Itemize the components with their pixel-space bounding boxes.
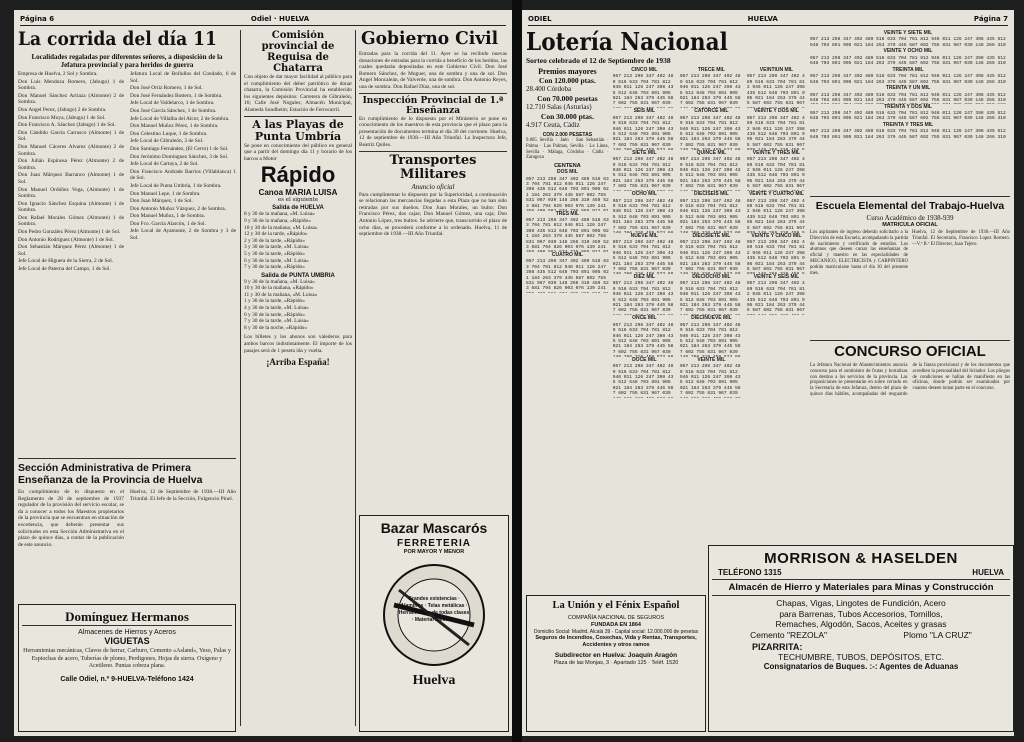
left-page <box>14 10 512 736</box>
dominguez-line1: Almacenes de Hierros y Aceros <box>78 629 176 636</box>
text-line: Don Antonio Rodríguez (Almonte) 1 de Sol. <box>18 236 114 243</box>
fenix-line5: Subdirector en Huelva: Joaquín Aragón <box>554 652 678 659</box>
lottery-group-heading: DIECISEIS MIL <box>693 191 729 198</box>
con-2000-title: CON 2.000 PESETAS <box>542 132 593 138</box>
text-line: 3 y 30 de la tarde, «M. Luisa» <box>244 244 309 251</box>
lottery-group-heading: TREINTA Y DOS MIL <box>884 103 932 110</box>
dominguez-ad <box>18 604 236 732</box>
left-page-header <box>20 13 506 26</box>
fenix-line3: Domicilio Social: Madrid, Alcalá 39 · Capital social: 12.000.000 de pesetas <box>533 628 699 635</box>
escuela-matricula: MATRICULA OFICIAL <box>882 222 938 228</box>
text-line: Jefe Local de Villalba del Alcor, 2 de Sombra. <box>130 115 230 122</box>
text-line: Don Rafael Morales Gómez (Almonte) 1 de Sombra. <box>18 214 124 228</box>
escuela-article <box>810 196 1010 340</box>
centena-title: CENTENA <box>554 163 581 170</box>
lottery-numbers: 057 213 298 347 402 489 516 633 704 781 812 946 011 126 247 398 435 512 648 703 891 905 021 184 263 379 445 587 602 755 831 967 039 <box>679 157 741 190</box>
rapido-title: Rápido <box>260 162 336 188</box>
comision-body: Con objeto de dar mayor facilidad al público para el cumplimiento del deber patriótico de donar chatarra, la Comisión Provincial ha establecido los siguientes depósitos: Carretera de Gibraleón, 16; Calle José Nogales; Almacén Municipal, Alameda Sundheim; Estación de Ferrocarril. <box>244 74 352 113</box>
fenix-ad <box>526 595 706 732</box>
text-line: Jefe Local de Higuera de la Sierra, 2 de Sol. <box>18 258 114 265</box>
text-line: Don Jerónimo Domínguez Sánchez, 3 de Sol. <box>130 153 229 160</box>
lottery-numbers: 057 213 298 347 402 489 516 633 704 781 812 946 011 126 247 398 435 512 648 703 891 905 021 184 263 379 445 587 602 755 831 967 039 <box>612 240 674 273</box>
escuela-signature: Huelva, 12 de Septiembre de 1938.—III Año Triunfal. El Secretario, Francisco Lopez Romero.—V.º B.º El Director, Juan Tejero. <box>912 230 1010 247</box>
text-line: Don Francisco Moya, (Jabugo) 1 de Sol. <box>18 114 106 121</box>
corrida-col2 <box>130 71 236 274</box>
lottery-group-heading: SEIS MIL <box>633 108 655 115</box>
canoa-note: Los billetes y los abonos son valederos para ambos barcos indistintamente. El importe de los pasajes será de 1 peseta ida y vuelta. <box>244 334 352 354</box>
right-paper-left: ODIEL <box>528 15 552 23</box>
salida-punta-label: Salida de PUNTA UMBRIA <box>261 272 335 279</box>
concurso-article <box>810 340 1010 544</box>
text-line: 6 y 30 de la tarde, «M. Luisa» <box>244 257 309 264</box>
lottery-group-heading: DIECIOCHO MIL <box>692 274 731 281</box>
lottery-numbers: 057 213 298 347 402 489 516 633 704 781 812 946 011 126 247 398 435 512 648 703 891 905 021 184 263 379 445 587 602 755 831 967 039 <box>612 364 674 397</box>
lottery-group-heading: VEINTE Y SIETE MIL <box>883 30 933 36</box>
text-line: Don Celestino Luque, 1 de Sombra. <box>130 130 208 137</box>
lottery-group-heading: SIETE MIL <box>632 149 657 156</box>
lottery-group-heading: VEINTIUN MIL <box>759 67 794 73</box>
morrison-line1: Chapas, Vigas, Lingotes de Fundición, Acero <box>776 598 946 608</box>
text-line: 10 y 30 de la mañana, «M. Luisa» <box>244 224 318 231</box>
lottery-numbers-col1 <box>613 67 676 398</box>
text-line: Don Manuel Sánchez Arriaza (Almonte) 2 de Sombra. <box>18 92 124 106</box>
text-line: 6 y 30 de la tarde, «Rápido» <box>244 311 305 318</box>
text-line: Don José García Sánchez, 1 de Sombra. <box>130 107 217 114</box>
lottery-group-heading: VEINTE Y CUATRO MIL <box>748 191 804 198</box>
right-page <box>522 10 1014 736</box>
schedule-huelva <box>244 211 352 270</box>
lottery-numbers: 057 213 298 347 402 489 516 633 704 781 812 946 011 126 247 398 435 512 648 703 891 905 021 184 263 379 445 587 602 755 831 967 <box>746 157 805 190</box>
text-line: 4 y 30 de la tarde, «M. Luisa» <box>244 305 309 312</box>
premio-line: 28.400 Córdoba <box>526 85 572 93</box>
morrison-plomo: Plomo "LA CRUZ" <box>903 629 972 640</box>
text-line: Don Manuel Ordóñez Vega, (Almonte) 1 de Sombra. <box>18 186 124 200</box>
text-line: Don José Fernández Bottero, 1 de Sombra. <box>130 92 223 99</box>
lottery-numbers: 057 213 298 347 402 489 516 633 704 781 812 946 011 126 247 398 435 512 648 703 891 905 021 184 263 379 445 587 602 755 831 967 039 <box>612 198 674 231</box>
corrida-article <box>18 30 236 450</box>
morrison-ad <box>708 545 1014 732</box>
lottery-numbers: 057 213 298 347 402 489 516 633 704 781 812 946 011 126 247 398 435 512 648 703 891 905 021 184 263 379 445 587 602 755 831 967 <box>746 115 805 148</box>
playas-body: Se pone en conocimiento del público en general que a partir del domingo día 11 y horario de los barcos a Motor <box>244 142 352 162</box>
lottery-numbers-col3 <box>747 67 806 398</box>
lottery-group-heading: DIEZ MIL <box>633 274 655 281</box>
playas-headline: A las Playas de Punta Umbría <box>252 117 344 143</box>
lottery-numbers: 057 213 298 347 402 489 516 633 704 781 812 946 011 126 247 398 435 512 648 703 891 905 021 184 263 379 445 587 602 755 831 967 039 <box>612 74 674 107</box>
salida-huelva-label: Salida de HUELVA <box>272 205 324 212</box>
text-line: 8 y 30 de la noche, «Rápido» <box>244 324 308 331</box>
lottery-group-heading: VEINTE MIL <box>697 356 726 363</box>
lottery-group-heading: CUATRO MIL <box>551 252 583 258</box>
text-line: Jefe Local de Valdelarco, 1 de Sombra. <box>130 100 215 107</box>
lottery-numbers: 057 213 298 347 402 489 516 633 704 781 812 946 011 126 247 398 435 512 648 703 891 905 021 184 263 379 445 587 602 755 831 967 039 <box>612 322 674 355</box>
bazar-footer: Huelva <box>412 673 456 688</box>
gobierno-headline: Gobierno Civil <box>360 30 498 49</box>
left-page-label: Página 6 <box>20 15 55 23</box>
lottery-group-heading: TRES MIL <box>555 210 580 217</box>
text-line: Don Antonio Muñoz Vázquez, 2 de Sombra. <box>130 205 227 212</box>
lottery-numbers: 057 213 298 347 402 489 516 633 704 781 812 946 011 126 247 398 435 512 648 703 891 905 021 184 263 379 445 587 602 755 831 967 <box>746 74 805 107</box>
text-line: Don Santiago Fernández, (El Cerro) 1 de Sol. <box>130 145 229 152</box>
text-line: Don Ignacio Sánchez Esquina (Almonte) 1 de Sombra. <box>18 200 124 214</box>
lottery-group-heading: TRECE MIL <box>697 67 725 73</box>
seccion-article <box>18 458 236 602</box>
lottery-numbers: 057 213 298 347 402 489 516 633 704 781 812 946 011 126 247 398 435 512 648 703 891 905 021 184 263 379 445 587 602 755 831 967 039 <box>679 322 741 355</box>
transportes-sub: Anuncio oficial <box>411 182 455 191</box>
lottery-group-heading: QUINCE MIL <box>696 149 727 156</box>
dominguez-title: Domínguez Hermanos <box>65 609 189 624</box>
lottery-group-heading: DIECISIETE MIL <box>692 232 731 239</box>
dominguez-line3: Herramientas mecánicas, Clavos de herrar, Carburo, Cemento «Asland», Yeso, Palas y Espiochas de acero, Tuberías de plomo, Perdigones, Hojas de sierra. Oxígeno y Acetileno. Puntas cobeza plana. <box>23 648 231 669</box>
page-gutter <box>512 0 522 742</box>
text-line: Don Manuel Lepe, 1 de Sombra. <box>130 190 201 197</box>
inspeccion-body: En cumplimiento de lo dispuesto por el Ministerio se pone en conocimiento de los maestros de esta provincia que el plazo para la presentación de documentos termina el día 30 del corriente. Huelva, 12 de septiembre de 1938.—III Año Triunfal. La Inspectora Jefe, Beatriz Quiles. <box>359 115 507 148</box>
lottery-numbers: 057 213 298 347 402 489 516 633 704 781 812 946 011 126 247 398 435 512 648 703 891 905 021 184 263 379 445 587 602 755 831 967 039 <box>679 115 741 148</box>
lottery-group-heading: TREINTA Y TRES MIL <box>882 122 934 129</box>
arriba-espana: ¡Arriba España! <box>266 357 330 368</box>
premio-line: Con 120.000 ptas. <box>539 76 596 85</box>
lottery-numbers: 057 213 298 347 402 489 516 633 704 781 812 946 011 126 247 398 435 512 648 703 891 905 021 184 263 379 445 587 602 755 831 967 039 <box>612 157 674 190</box>
lottery-numbers: 057 213 298 347 402 489 516 633 704 781 812 946 011 126 247 398 435 512 648 703 891 905 021 184 263 379 445 587 602 755 831 967 039 <box>679 198 741 231</box>
lottery-group-heading: VEINTE Y TRES MIL <box>752 149 801 156</box>
left-paper-name: Odiel · HUELVA <box>250 15 310 23</box>
canoa-subtitle: es el siguiente <box>277 197 319 204</box>
right-page-label: Página 7 <box>973 15 1008 23</box>
premio-line: 12.710 Salas (Asturias) <box>526 103 592 111</box>
lottery-numbers-col2 <box>680 67 743 398</box>
lottery-group-heading: ONCE MIL <box>632 315 657 322</box>
corrida-col1 <box>18 71 124 274</box>
text-line: Don Julián Espinosa Pérez (Almonte) 2 de Sombra. <box>18 158 124 171</box>
comision-column <box>244 30 352 730</box>
escuela-body: Los aspirantes de ingreso deberán solicitarlo a la Dirección de esta Escuela, acompañando la partida de nacimiento y certificado de estudios. Los alumnos que deseen cursar las enseñanzas de oficial y maestro en las especialidades de MECANICO, ELECTRICISTA y CARPINTERO podrán matricularse hasta el día 30 del presente mes. <box>810 230 908 276</box>
text-line: Don Manuel Cáceres Alvarez (Almonte) 2 de Sombra. <box>18 143 124 157</box>
lottery-numbers: 057 213 298 347 402 489 516 633 704 781 812 946 011 126 247 398 435 512 648 703 891 905 021 184 263 379 445 587 602 755 831 967 039 148 266 310 <box>810 129 1006 140</box>
schedule-punta-umbria <box>244 279 352 332</box>
text-line: 10 y 30 de la mañana, «Rápido» <box>244 285 314 292</box>
dominguez-footer: Calle Odiel, n.º 9-HUELVA-Teléfono 1424 <box>60 675 194 683</box>
lottery-group-heading: CATORCE MIL <box>694 108 729 115</box>
text-line: Jefe Local de Ayamonte, 2 de Sombra y 3 de Sol. <box>130 228 236 242</box>
concurso-headline: CONCURSO OFICIAL <box>834 343 986 360</box>
text-line: Don Juan Márquez, 1 de Sol. <box>130 198 193 205</box>
text-line: 8 y 30 de la mañana, «M. Luisa» <box>244 211 315 218</box>
text-line: Don Cándido García Carrasco (Almonte) 1 de Sol. <box>18 129 124 143</box>
text-line: 7 y 30 de la tarde, «Rápido» <box>244 264 305 271</box>
lottery-numbers: 057 213 298 347 402 489 516 633 704 781 812 946 011 126 247 398 435 512 648 703 891 905 021 184 263 379 445 587 602 755 831 967 039 <box>679 74 741 107</box>
lottery-numbers: 057 213 298 347 402 489 516 633 704 781 812 946 011 126 247 398 435 512 648 703 891 905 021 184 263 379 445 587 602 755 831 967 039 148 266 310 459 523 681 794 826 903 076 139 241 <box>526 259 609 292</box>
corrida-headline: La corrida del día 11 <box>18 30 217 50</box>
text-line: 11 y 30 de la mañana, «M. Luisa» <box>244 291 318 298</box>
text-line: Don Juan Márquez Barranco (Almonte) 1 de Sol. <box>18 172 124 185</box>
lottery-numbers: 057 213 298 347 402 489 516 633 704 781 812 946 011 126 247 398 435 512 648 703 891 905 021 184 263 379 445 587 602 755 831 967 039 <box>612 281 674 314</box>
text-line: Don Angel Perez, (Jabugo) 2 de Sombra. <box>18 106 107 113</box>
text-line: Don Sebastián Márquez Pérez (Almonte) 1 de Sol. <box>18 244 124 257</box>
gobierno-body: Entradas para la corrida del 11. Ayer se ha recibido nuevas donaciones de entradas para la corrida a beneficio de los heridos, las cuales quedarán depositadas en este Gobierno Civil. Don José Romero Sánchez, de Moguer, una de sombra y una de sol. Don Angel Moncaleán, de Valverde, una de sombra. Don Antonio Reyes, una de sombra. Don Rafael Díaz, una de sol. <box>359 51 507 90</box>
lottery-numbers: 057 213 298 347 402 489 516 633 704 781 812 946 011 126 247 398 435 512 648 703 891 905 021 184 263 379 445 587 602 755 831 967 039 <box>612 115 674 148</box>
text-line: 1 y 30 de la tarde, «Rápido» <box>244 298 305 305</box>
lottery-numbers: 057 213 298 347 402 489 516 633 704 781 812 946 011 126 247 398 435 512 648 703 891 905 021 184 263 379 445 587 602 755 831 967 <box>746 240 805 273</box>
lottery-numbers: 057 213 298 347 402 489 516 633 704 781 812 946 011 126 247 398 435 512 648 703 891 905 021 184 263 379 445 587 602 755 831 967 <box>746 281 805 314</box>
con-2000-list: 9.805 Sevilla · Jaén · San Sebastián · Palma · Las Palmas, Sevilla · La Línea, Sevilla · Málaga, Córdoba · Cádiz · Zaragoza <box>526 138 609 161</box>
bazar-title: Bazar Mascarós <box>380 520 488 536</box>
seccion-body: En cumplimiento de lo dispuesto en el Reglamento de 28 de septiembre de 1937 regulador de la provisión del servicio escolar, se da a conocer a todos los Maestros propietarios de la provincia que se encuentran en situación de excedencia, que deberán presentar sus solicitudes en esta Sección Administrativa en el plazo de quince días, a contar de la publicación de este anuncio. <box>18 489 124 548</box>
text-line: Jefatura Local de Bollullos del Condado, 6 de Sol. <box>130 71 236 84</box>
loteria-block <box>526 30 806 590</box>
escuela-curso: Curso Académico de 1938-939 <box>866 214 954 222</box>
morrison-title: MORRISON & HASELDEN <box>764 550 958 567</box>
text-line: Don Luis Mendoza Romero, (Jabugo) 1 de Sombra. <box>18 78 124 92</box>
loteria-headline: Lotería Nacional <box>526 30 728 56</box>
morrison-line6: Consignatarios de Buques. :-: Agentes de Aduanas <box>763 662 959 671</box>
bazar-line2: POR MAYOR Y MENOR <box>403 549 465 555</box>
lottery-numbers: 057 213 298 347 402 489 516 633 704 781 812 946 011 126 247 398 435 512 648 703 891 905 021 184 263 379 445 587 602 755 831 967 039 148 266 310 459 523 681 794 826 903 076 139 241 <box>526 218 609 251</box>
bazar-ring-text: Grandes existencias · Alambres · Telas metálicas · Herramientas de todas clases · Material Eléctrico <box>398 596 470 623</box>
inspeccion-headline: Inspección Provincial de 1.ª Enseñanza <box>362 95 504 116</box>
premios-title: Premios mayores <box>538 67 597 76</box>
lottery-group-heading: DOS MIL <box>556 169 578 176</box>
lottery-numbers: 057 213 298 347 402 489 516 633 704 781 812 946 011 126 247 398 435 512 648 703 891 905 021 184 263 379 445 587 602 755 831 967 <box>746 198 805 231</box>
lottery-numbers-col4 <box>810 30 1006 192</box>
text-line: Don Francisco A. Sánchez (Jabugo) 1 de Sol. <box>18 122 116 129</box>
text-line: Don Pedro González Pérez (Almonte) 1 de Sol. <box>18 229 121 236</box>
canoa-title: Canoa MARIA LUISA <box>258 188 338 198</box>
text-line: 12 y 30 de la tarde, «Rápido» <box>244 231 308 238</box>
transportes-body: Para cumplimentar lo dispuesto por la Superioridad, a continuación se relacionan las mercancías llegadas a esta Plaza que no han sido retiradas por sus dueños. Don Juan Morales, un bulto; Don Francisco Pérez, dos cajas; Don Manuel Gómez, una caja; Don Antonio López, tres bultos. Se advierte que, transcurrido el plazo de ocho días, se procederá conforme a lo ordenado. Huelva, 11 de septiembre de 1938.—III Año Triunfal. <box>359 191 507 238</box>
lottery-group-heading: VEINTE Y CINCO MIL <box>751 232 802 239</box>
text-line: Jefe Local de Punta Umbría, 1 de Sombra. <box>130 182 222 189</box>
morrison-almacen: Almacén de Hierro y Materiales para Minas y Construcción <box>728 582 994 593</box>
text-line: Don Manuel Muñoz, 1 de Sombra. <box>130 213 206 220</box>
lottery-numbers: 057 213 298 347 402 489 516 633 704 781 812 946 011 126 247 398 435 512 648 703 891 905 021 184 263 379 445 587 602 755 831 967 039 <box>679 281 741 314</box>
morrison-line2: para Barrenas, Tubos Accesorios, Tornillos, <box>779 608 943 619</box>
lottery-group-heading: VEINTE Y DOS MIL <box>754 108 799 115</box>
lottery-numbers: 057 213 298 347 402 489 516 633 704 781 812 946 011 126 247 398 435 512 648 703 891 905 021 184 263 379 445 587 602 755 831 967 039 148 266 310 <box>810 55 1006 67</box>
lottery-numbers: 057 213 298 347 402 489 516 633 704 781 812 946 011 126 247 398 435 512 648 703 891 905 021 184 263 379 445 587 602 755 831 967 039 <box>679 364 741 397</box>
fenix-line1: COMPAÑÍA NACIONAL DE SEGUROS <box>567 614 665 621</box>
lottery-group-heading: DIECINUEVE MIL <box>691 315 732 322</box>
seccion-headline: Sección Administrativa de Primera Enseñanza de la Provincia de Huelva <box>18 462 203 486</box>
morrison-line5: TECHUMBRE, TUBOS, DEPÓSITOS, ETC. <box>778 651 944 662</box>
lottery-numbers: 057 213 298 347 402 489 516 633 704 781 812 946 011 126 247 398 435 512 648 703 891 905 021 184 263 379 445 587 602 755 831 967 039 148 266 310 <box>810 37 1006 48</box>
fenix-title: La Unión y el Fénix Español <box>552 600 680 611</box>
lottery-numbers: 057 213 298 347 402 489 516 633 704 781 812 946 011 126 247 398 435 512 648 703 891 905 021 184 263 379 445 587 602 755 831 967 039 148 266 310 <box>810 74 1006 85</box>
lottery-numbers: 057 213 298 347 402 489 516 633 704 781 812 946 011 126 247 398 435 512 648 703 891 905 021 184 263 379 445 587 602 755 831 967 039 148 266 310 <box>810 111 1006 122</box>
lottery-numbers: 057 213 298 347 402 489 516 633 704 781 812 946 011 126 247 398 435 512 648 703 891 905 021 184 263 379 445 587 602 755 831 967 039 148 266 310 459 523 681 794 826 903 076 139 241 <box>526 176 609 209</box>
lottery-group-heading: TREINTA Y UN MIL <box>885 85 931 92</box>
text-line: Jefe Local de Cartaya, 2 de Sol. <box>130 161 199 168</box>
lottery-group-heading: CINCO MIL <box>631 67 658 73</box>
morrison-line3: Remaches, Algodón, Sacos, Aceites y grasas <box>775 619 947 629</box>
escuela-headline: Escuela Elemental del Trabajo-Huelva <box>815 200 1005 212</box>
comision-headline: Comisión provincial de Reguisa de Chatarra <box>261 30 335 74</box>
right-paper-center: HUELVA <box>747 15 778 23</box>
text-line: 2 y 30 de la tarde, «Rápido» <box>244 237 305 244</box>
morrison-cemento: Cemento "REZOLA" <box>750 629 828 640</box>
lottery-group-heading: VEINTE Y SEIS MIL <box>753 274 800 281</box>
morrison-city: HUELVA <box>972 568 1004 577</box>
text-line: 7 y 30 de la tarde, «M. Luisa» <box>244 318 309 325</box>
bazar-line1: FERRETERIA <box>397 538 471 549</box>
premio-line: 4.917 Ceuta, Cádiz <box>526 121 580 129</box>
text-line: 9 y 30 de la mañana, «M. Luisa» <box>244 278 315 285</box>
loteria-subhead: Sorteo celebrado el 12 de Septiembre de 1938 <box>526 56 671 65</box>
text-line: Don Fco. García Alarcón, 1 de Sol. <box>130 220 206 227</box>
lottery-numbers: 057 213 298 347 402 489 516 633 704 781 812 946 011 126 247 398 435 512 648 703 891 905 021 184 263 379 445 587 602 755 831 967 039 <box>679 240 741 273</box>
right-page-header <box>528 13 1008 26</box>
text-line: Jefe Local de Paterna del Campo, 1 de Sol. <box>18 266 111 273</box>
text-line: Jefe Local de Gibraleón, 3 de Sol. <box>130 138 204 145</box>
lottery-numbers: 057 213 298 347 402 489 516 633 704 781 812 946 011 126 247 398 435 512 648 703 891 905 021 184 263 379 445 587 602 755 831 967 039 148 266 310 <box>810 92 1006 104</box>
premio-line: Con 70.000 pesetas <box>537 94 598 103</box>
fenix-line6: Plaza de las Monjas, 3 · Apartado 125 · Teléf. 1520 <box>553 660 679 666</box>
dominguez-line2: VIGUETAS <box>104 636 150 646</box>
bazar-illustration <box>374 560 494 670</box>
lottery-group-heading: OCHO MIL <box>631 191 657 198</box>
premio-line: Con 30.000 ptas. <box>540 112 594 121</box>
transportes-headline: Transportes Militares <box>389 152 477 182</box>
lottery-group-heading: TREINTA MIL <box>892 66 924 73</box>
gobierno-column <box>359 30 507 510</box>
lottery-numbers-col0 <box>526 170 609 293</box>
bazar-ad <box>359 515 509 732</box>
lottery-group-heading: VEINTE Y OCHO MIL <box>883 48 933 55</box>
premios-list <box>526 76 609 130</box>
concurso-body: La Jefatura Nacional de Abastecimientos anuncia concurso para el suministro de frutas y hortalizas con destino a los servicios de la provincia. Las proposiciones se presentarán en sobre cerrado en la Secretaría de esta Jefatura, dentro del plazo de quince días hábiles, acompañadas del resguardo de la fianza provisional y de los documentos que acrediten la personalidad del licitador. Los pliegos de condiciones se hallan de manifiesto en las oficinas, donde podrán ser examinados por cuantos deseen tomar parte en el concurso. <box>810 363 1010 397</box>
lottery-group-heading: DOCE MIL <box>632 356 657 363</box>
text-line: Empresa de Huelva, 2 Sol y Sombra. <box>18 71 98 77</box>
text-line: Don José Ortiz Romero, 1 de Sol. <box>130 85 203 92</box>
corrida-subhead: Localidades regaladas por diferentes señores, a disposición de la Jefatura provincial y para heridos de guerra <box>31 53 223 69</box>
text-line: 9 y 30 de la mañana, «Rápido» <box>244 217 311 224</box>
lottery-group-heading: NUEVE MIL <box>630 232 658 239</box>
morrison-telefono: TELÉFONO 1315 <box>718 568 782 577</box>
text-line: Don Francisco Andrade Barrios (Villablanca) 1 de Sol. <box>130 168 236 182</box>
fenix-line4: Seguros de Incendios, Cosechas, Vida y Rentas, Transportes, Accidentes y otros ramos <box>535 635 697 648</box>
fenix-line2: FUNDADA EN 1864 <box>591 621 641 628</box>
text-line: Don Manuel Muñoz Pérez, 1 de Sombra. <box>130 123 219 130</box>
text-line: 5 y 30 de la tarde, «Rápido» <box>244 250 305 257</box>
morrison-pizarrita: PIZARRITA: <box>752 641 803 652</box>
seccion-signature: Huelva, 12 de Septiembre de 1938.—III Año Triunfal. El Jefe de la Sección, Fulgencio Pinel. <box>130 489 236 502</box>
